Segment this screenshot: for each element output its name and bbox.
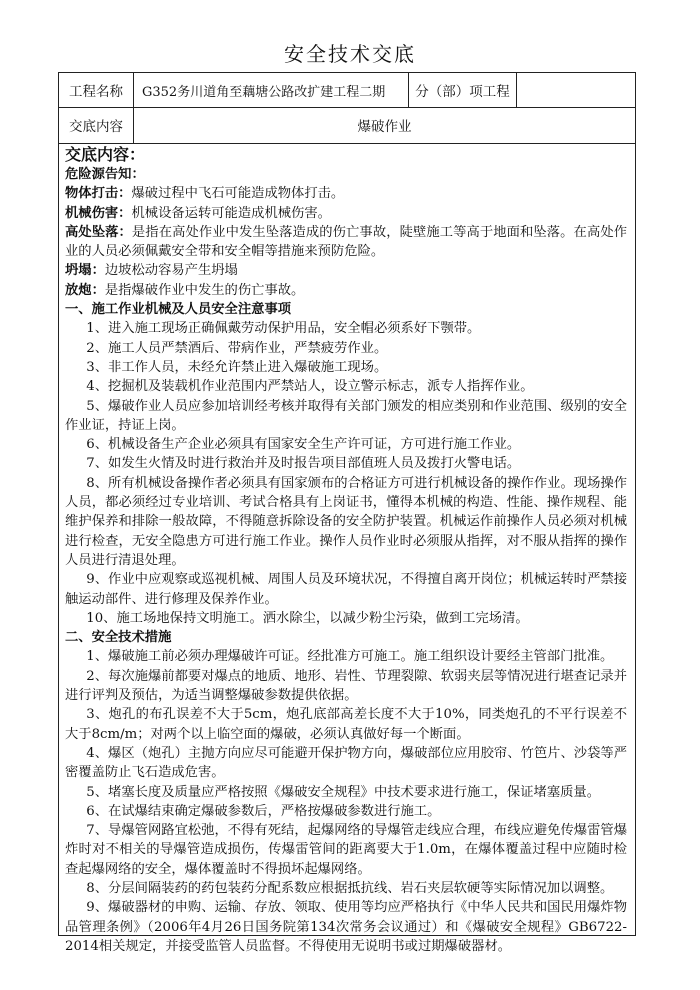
section-2-item: 1、爆破施工前必须办理爆破许可证。经批准方可施工。施工组织设计要经主管部门批准。	[86, 649, 614, 665]
hazard-term: 坍塌：	[65, 263, 105, 279]
section-1-item: 8、所有机械设备操作者必须具有国家颁布的合格证方可进行机械设备的操作作业。现场操作人员，都必须经过专业培训、考试合格具有上岗证书，懂得本机械的构造、性能、操作规程、能维护保养和排除一般故障，不得随意拆除设备的安全防护装置。机械运作前操作人员必须对机械进行检查，无安全隐患方可进行施工作业。操作人员作业时必须服从指挥，对不服从指挥的操作人员进行清退处理。	[65, 475, 627, 568]
section-2-item: 8、分层间隔装药的药包装药分配系数应根据抵抗线、岩石夹层软硬等实际情况加以调整。	[86, 880, 614, 896]
section-1-item: 4、挖掘机及装载机作业范围内严禁站人，设立警示标志，派专人指挥作业。	[86, 379, 534, 395]
hazard-desc: 边坡松动容易产生坍塌	[104, 263, 238, 279]
section-2-item: 6、在试爆结束确定爆破参数后，严格按爆破参数进行施工。	[86, 803, 441, 819]
section-1-item: 7、如发生火情及时进行救治并及时报告项目部值班人员及拨打火警电话。	[86, 456, 521, 472]
section-1-item: 2、施工人员严禁酒后、带病作业，严禁疲劳作业。	[86, 340, 388, 356]
section-2-title: 二、安全技术措施	[65, 630, 172, 646]
section-1-item: 6、机械设备生产企业必须具有国家安全生产许可证，方可进行施工作业。	[86, 437, 521, 453]
hazard-item	[65, 204, 627, 223]
hazard-item	[65, 281, 627, 300]
section-1-title: 一、施工作业机械及人员安全注意事项	[65, 302, 292, 318]
hazard-desc: 爆破过程中飞石可能造成物体打击。	[131, 186, 345, 202]
section-2-item: 4、爆区（炮孔）主抛方向应尽可能避开保护物方向，爆破部位应用胶帘、竹笆片、沙袋等严密覆盖防止飞石造成危害。	[65, 745, 627, 781]
hazard-item	[65, 261, 627, 280]
section-1-item: 9、作业中应观察或巡视机械、周围人员及环境状况，不得擅自离开岗位；机械运转时严禁接触运动部件、进行修理及保养作业。	[65, 572, 627, 607]
hazard-desc: 是指爆破作业中发生的伤亡事故。	[104, 282, 305, 298]
section-2-item: 5、堵塞长度及质量应严格按照《爆破安全规程》中技术要求进行施工，保证堵塞质量。	[86, 784, 601, 800]
section-1-item: 5、爆破作业人员应参加培训经考核并取得有关部门颁发的相应类别和作业范围、级别的安全作业证，持证上岗。	[65, 398, 627, 433]
section-2-item: 2、每次施爆前都要对爆点的地质、地形、岩性、节理裂隙、软弱夹层等情况进行堪查记录并进行评判及预估，为适当调整爆破参数提供依据。	[65, 668, 627, 704]
topic-value: 爆破作业	[357, 119, 412, 135]
disclosure-form	[58, 72, 636, 954]
section-1-item: 10、施工场地保持文明施工。洒水除尘，以减少粉尘污染，做到工完场清。	[86, 610, 529, 626]
sub-project-value	[517, 73, 635, 107]
section-1-item: 1、进入施工现场正确佩戴劳动保护用品，安全帽必须系好下颚带。	[86, 321, 481, 337]
hazard-term: 高处坠落：	[65, 224, 132, 240]
project-name-value: G352务川道角至藕塘公路改扩建工程二期	[134, 73, 409, 107]
section-2-item: 7、导爆管网路宜松弛，不得有死结，起爆网络的导爆管走线应合理，布线应避免传爆雷管爆炸时对不相关的导爆管造成损伤，传爆雷管间的距离要大于1.0m，在爆体覆盖过程中应随时检查起爆网络的安全，爆体覆盖时不得损坏起爆网络。	[65, 823, 627, 877]
sub-project-label: 分（部）项工程	[409, 73, 517, 107]
section-2-item: 9、爆破器材的申购、运输、存放、领取、使用等均应严格执行《中华人民共和国民用爆炸物品管理条例》（2006年4月26日国务院第134次常务会议通过）和《爆破安全规程》GB6722-2014相关规定，并接受监管人员监督。不得使用无说明书或过期爆破器材。	[65, 900, 627, 954]
hazard-term: 放炮：	[65, 282, 105, 298]
header-row-project	[59, 73, 635, 108]
hazard-desc: 是指在高处作业中发生坠落造成的伤亡事故，陡壁施工等高于地面和坠落。在高处作业的人员必须佩戴安全带和安全帽等措施来预防危险。	[65, 224, 628, 260]
topic-label: 交底内容	[59, 107, 134, 143]
hazard-term: 物体打击：	[65, 186, 132, 202]
hazard-item	[65, 184, 627, 203]
disclosure-content	[65, 145, 627, 956]
section-1-item: 3、非工作人员，未经允许禁止进入爆破施工现场。	[86, 359, 388, 375]
header-row-topic	[59, 107, 635, 144]
hazard-heading: 危险源告知：	[65, 167, 145, 182]
hazard-term: 机械伤害：	[65, 205, 132, 221]
hazard-desc: 机械设备运转可能造成机械伤害。	[131, 205, 331, 221]
project-name-label: 工程名称	[59, 73, 134, 107]
document-title: 安全技术交底	[284, 42, 416, 66]
hazard-item	[65, 223, 627, 262]
section-2-item: 3、炮孔的布孔误差不大于5cm，炮孔底部高差长度不大于10%，同类炮孔的不平行误差不大于8cm/m；对两个以上临空面的爆破，必须认真做好每一个断面。	[65, 707, 627, 742]
content-heading: 交底内容：	[65, 145, 146, 164]
